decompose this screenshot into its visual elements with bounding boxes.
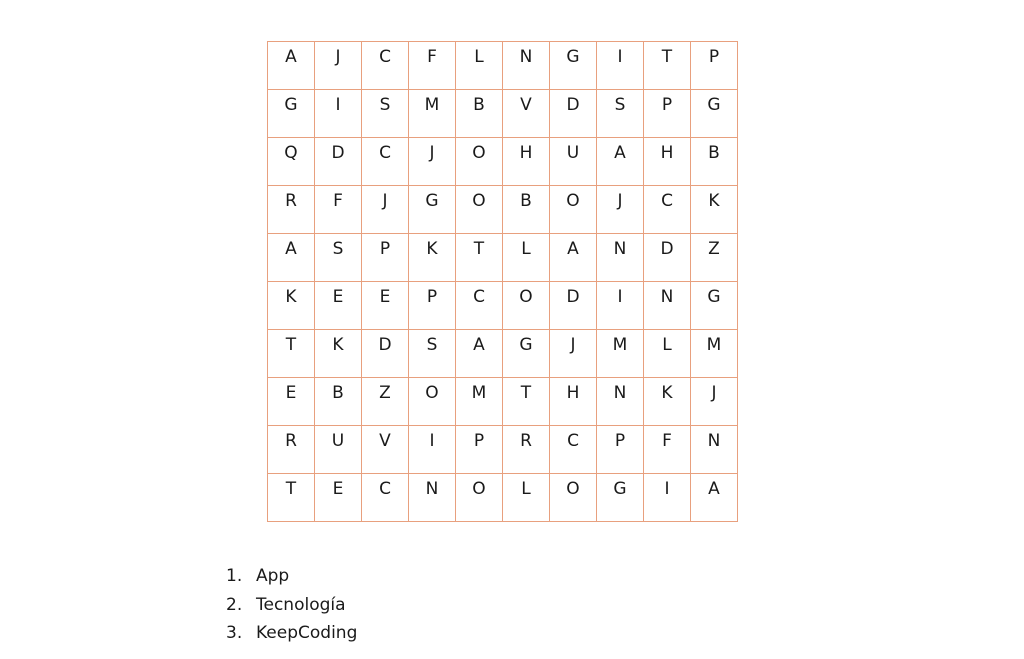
grid-row: [268, 282, 738, 330]
grid-cell: I: [597, 42, 644, 90]
grid-cell: P: [456, 426, 503, 474]
grid-cell: I: [597, 282, 644, 330]
grid-cell: C: [456, 282, 503, 330]
grid-cell: E: [362, 282, 409, 330]
grid-cell: S: [409, 330, 456, 378]
grid-cell: O: [456, 186, 503, 234]
grid-cell: H: [644, 138, 691, 186]
grid-cell: C: [362, 474, 409, 522]
grid-cell: P: [644, 90, 691, 138]
grid-cell: G: [503, 330, 550, 378]
grid-cell: F: [315, 186, 362, 234]
grid-row: [268, 186, 738, 234]
grid-cell: H: [503, 138, 550, 186]
grid-cell: C: [644, 186, 691, 234]
grid-cell: L: [644, 330, 691, 378]
grid-row: [268, 138, 738, 186]
grid-cell: M: [597, 330, 644, 378]
grid-cell: G: [268, 90, 315, 138]
grid-cell: D: [550, 282, 597, 330]
grid-cell: R: [503, 426, 550, 474]
grid-cell: A: [268, 42, 315, 90]
word-list-item: [226, 562, 357, 591]
grid-cell: R: [268, 426, 315, 474]
grid-cell: D: [644, 234, 691, 282]
grid-cell: E: [315, 282, 362, 330]
grid-cell: I: [315, 90, 362, 138]
grid-cell: P: [362, 234, 409, 282]
grid-cell: G: [691, 282, 738, 330]
grid-cell: C: [362, 42, 409, 90]
word-list-item: [226, 619, 357, 648]
grid-cell: T: [456, 234, 503, 282]
grid-cell: K: [409, 234, 456, 282]
grid-cell: E: [268, 378, 315, 426]
word-number: 2.: [226, 594, 243, 615]
grid-cell: A: [550, 234, 597, 282]
grid-cell: I: [409, 426, 456, 474]
grid-cell: G: [597, 474, 644, 522]
grid-cell: O: [456, 138, 503, 186]
grid-cell: T: [644, 42, 691, 90]
grid-cell: O: [550, 186, 597, 234]
grid-cell: Q: [268, 138, 315, 186]
grid-cell: A: [691, 474, 738, 522]
grid-cell: T: [268, 474, 315, 522]
grid-cell: N: [691, 426, 738, 474]
grid-cell: K: [315, 330, 362, 378]
grid-row: [268, 90, 738, 138]
grid-cell: J: [550, 330, 597, 378]
word-text: KeepCoding: [256, 623, 358, 643]
grid-cell: L: [503, 474, 550, 522]
grid-cell: M: [409, 90, 456, 138]
grid-cell: O: [550, 474, 597, 522]
grid-cell: G: [691, 90, 738, 138]
grid-cell: T: [268, 330, 315, 378]
grid-cell: F: [409, 42, 456, 90]
grid-cell: Z: [691, 234, 738, 282]
grid-cell: H: [550, 378, 597, 426]
grid-cell: R: [268, 186, 315, 234]
grid-cell: S: [362, 90, 409, 138]
grid-cell: K: [268, 282, 315, 330]
word-number: 1.: [226, 566, 243, 586]
grid-cell: P: [597, 426, 644, 474]
grid-cell: A: [268, 234, 315, 282]
grid-row: [268, 330, 738, 378]
grid-cell: B: [691, 138, 738, 186]
grid-cell: A: [456, 330, 503, 378]
grid-row: [268, 42, 738, 90]
grid-cell: E: [315, 474, 362, 522]
grid-row: [268, 234, 738, 282]
grid-cell: O: [456, 474, 503, 522]
grid-cell: S: [597, 90, 644, 138]
grid-cell: J: [597, 186, 644, 234]
grid-cell: P: [691, 42, 738, 90]
grid-cell: V: [362, 426, 409, 474]
grid-cell: J: [315, 42, 362, 90]
grid-cell: D: [362, 330, 409, 378]
grid-cell: U: [550, 138, 597, 186]
grid-cell: N: [644, 282, 691, 330]
word-list-item: [226, 591, 357, 620]
grid-cell: L: [503, 234, 550, 282]
grid-cell: A: [597, 138, 644, 186]
grid-cell: S: [315, 234, 362, 282]
grid-cell: P: [409, 282, 456, 330]
grid-cell: N: [597, 234, 644, 282]
grid-cell: C: [362, 138, 409, 186]
grid-cell: D: [550, 90, 597, 138]
grid-row: [268, 474, 738, 522]
grid-cell: L: [456, 42, 503, 90]
word-search-grid: [267, 41, 738, 522]
grid-row: [268, 378, 738, 426]
grid-cell: F: [644, 426, 691, 474]
word-text: Tecnología: [256, 594, 346, 615]
grid-cell: M: [691, 330, 738, 378]
grid-cell: K: [691, 186, 738, 234]
grid-cell: T: [503, 378, 550, 426]
grid-cell: B: [315, 378, 362, 426]
grid-cell: N: [597, 378, 644, 426]
grid-cell: G: [550, 42, 597, 90]
grid-cell: O: [503, 282, 550, 330]
word-text: App: [256, 566, 290, 586]
word-number: 3.: [226, 623, 243, 643]
grid-cell: J: [409, 138, 456, 186]
grid-row: [268, 426, 738, 474]
grid-cell: O: [409, 378, 456, 426]
grid-cell: V: [503, 90, 550, 138]
grid-cell: J: [362, 186, 409, 234]
grid-cell: I: [644, 474, 691, 522]
grid-cell: U: [315, 426, 362, 474]
grid-cell: C: [550, 426, 597, 474]
grid-cell: N: [503, 42, 550, 90]
grid-cell: K: [644, 378, 691, 426]
grid-cell: B: [456, 90, 503, 138]
grid-cell: B: [503, 186, 550, 234]
grid-cell: J: [691, 378, 738, 426]
grid-cell: N: [409, 474, 456, 522]
word-list: [226, 562, 357, 648]
grid-cell: G: [409, 186, 456, 234]
grid-cell: M: [456, 378, 503, 426]
grid-cell: D: [315, 138, 362, 186]
grid-cell: Z: [362, 378, 409, 426]
